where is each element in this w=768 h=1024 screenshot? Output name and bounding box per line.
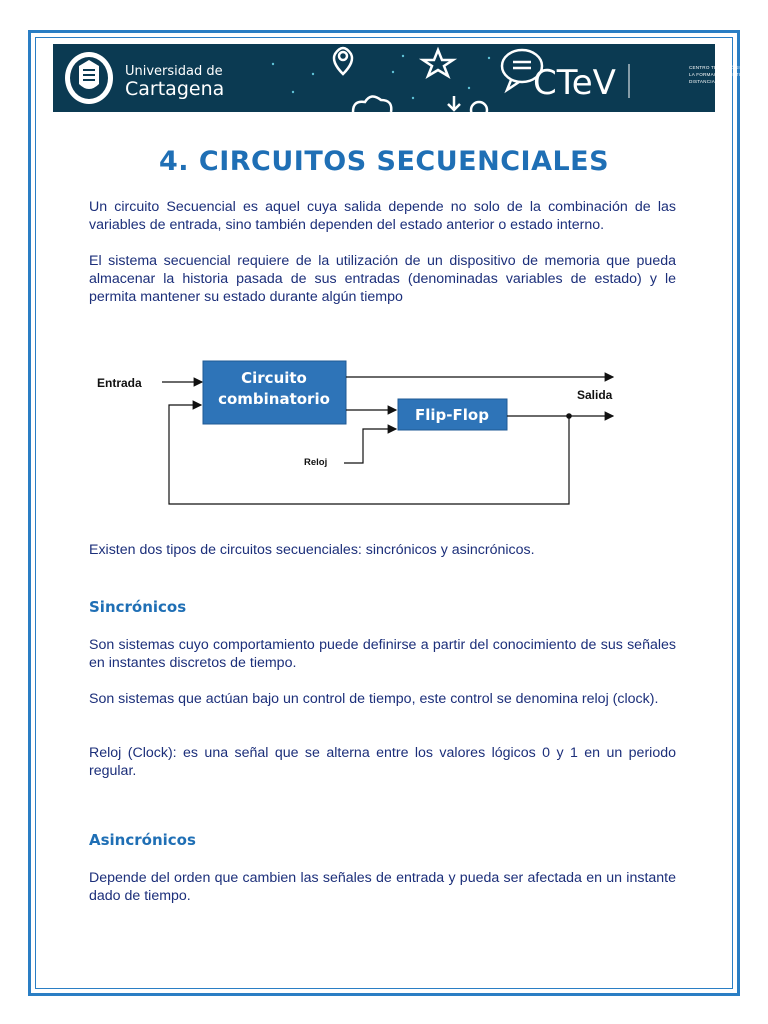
page-title: 4. CIRCUITOS SECUENCIALES bbox=[158, 146, 610, 177]
output-label: Salida bbox=[577, 388, 613, 402]
university-seal-logo bbox=[61, 50, 117, 106]
university-name-line1: Universidad de bbox=[125, 64, 223, 79]
university-name-line2: Cartagena bbox=[125, 78, 225, 100]
download-arrow-icon bbox=[448, 96, 460, 110]
sequential-circuit-diagram bbox=[80, 350, 640, 515]
header-banner bbox=[53, 44, 762, 112]
types-paragraph: Existen dos tipos de circuitos secuenciales: sincrónicos y asincrónicos. bbox=[89, 542, 535, 558]
combinational-label-line2: combinatorio bbox=[218, 390, 330, 408]
ctev-logo-text: CTeV bbox=[533, 63, 616, 103]
clock-label: Reloj bbox=[304, 457, 328, 468]
sync-paragraph-3: Reloj (Clock): es una señal que se alterna entre los valores lógicos 0 y 1 en un periodo regular. bbox=[89, 745, 676, 779]
star-icon bbox=[423, 50, 453, 76]
clock-arrow bbox=[344, 429, 396, 463]
combinational-label-line1: Circuito bbox=[241, 369, 307, 387]
async-paragraph-1: Depende del orden que cambien las señales de entrada y pueda ser afectada en un instante dado de tiempo. bbox=[89, 870, 676, 904]
input-label: Entrada bbox=[97, 376, 142, 390]
location-pin-icon bbox=[334, 48, 352, 74]
async-heading: Asincrónicos bbox=[89, 831, 196, 849]
sync-paragraph-2: Son sistemas que actúan bajo un control de tiempo, este control se denomina reloj (clock). bbox=[89, 691, 659, 707]
sync-heading: Sincrónicos bbox=[89, 598, 187, 616]
ctev-logo bbox=[533, 58, 673, 102]
intro-paragraph-1: Un circuito Secuencial es aquel cuya salida depende no solo de la combinación de las variables de entrada, sino también dependen del estado anterior o estado interno. bbox=[89, 199, 676, 233]
banner-decoration bbox=[253, 44, 553, 112]
ctev-description: CENTRO TECNOLÓGICO PARA LA FORMACIÓN VIRTUAL Y A DISTANCIA bbox=[689, 65, 762, 84]
sync-paragraph-1: Son sistemas cuyo comportamiento puede definirse a partir del conocimiento de sus señales en instantes discretos de tiempo. bbox=[89, 637, 676, 671]
cloud-icon bbox=[353, 96, 391, 112]
flip-flop-label: Flip-Flop bbox=[415, 406, 489, 424]
intro-paragraph-2: El sistema secuencial requiere de la utilización de un dispositivo de memoria que pueda almacenar la historia pasada de sus entradas (denominadas variables de estado) y le permita mantener su estado durante algún tiempo bbox=[89, 253, 676, 305]
